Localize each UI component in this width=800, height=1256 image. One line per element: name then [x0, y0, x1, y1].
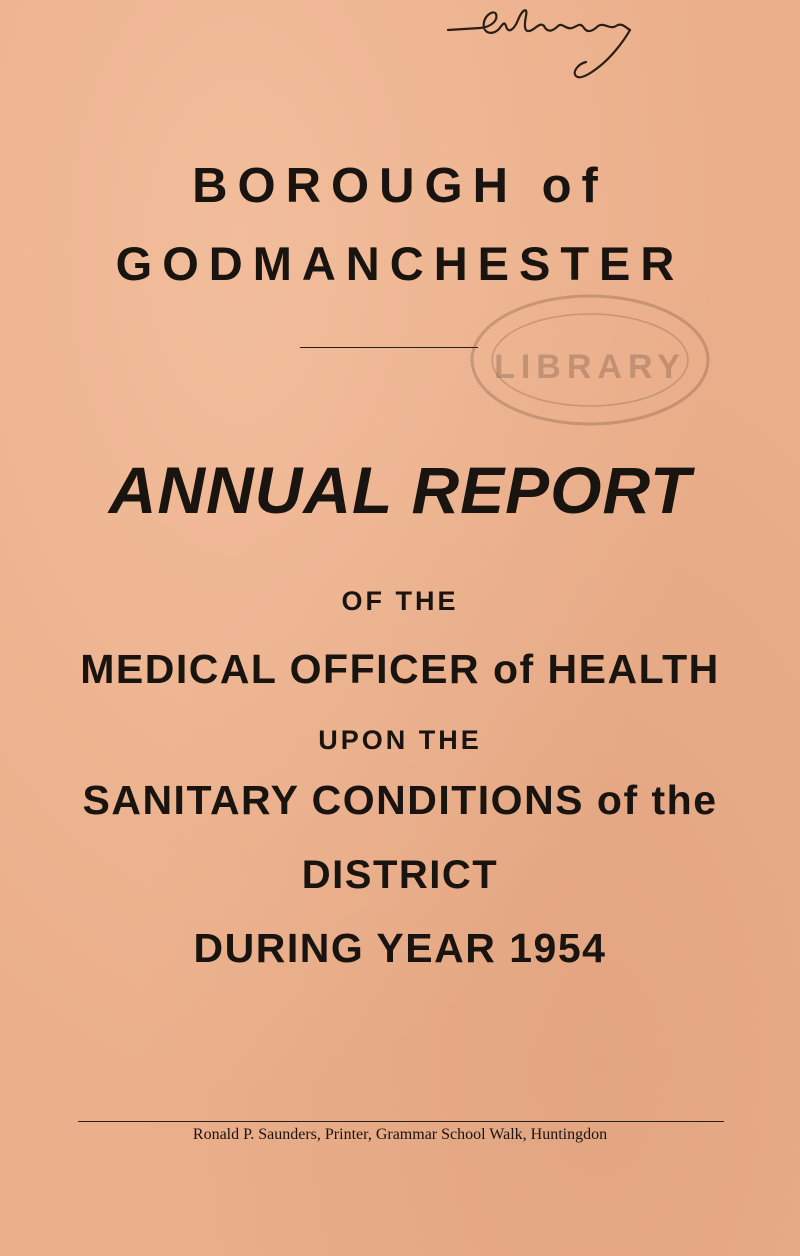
footer-divider	[78, 1121, 724, 1122]
report-title: ANNUAL REPORT	[108, 453, 692, 527]
year-text: DURING YEAR 1954	[193, 925, 607, 971]
borough-name: GODMANCHESTER	[115, 237, 685, 290]
printer-imprint: Ronald P. Saunders, Printer, Grammar School Walk, Huntingdon	[192, 1126, 608, 1143]
stamp-text: LIBRARY	[494, 348, 686, 386]
borough-heading: BOROUGH of	[192, 159, 608, 213]
of-the-text: OF THE	[341, 586, 459, 616]
handwritten-library-annotation	[440, 0, 640, 85]
district-text: DISTRICT	[301, 853, 499, 897]
upon-the-text: UPON THE	[318, 725, 482, 755]
sanitary-conditions-text: SANITARY CONDITIONS of the	[82, 777, 718, 823]
officer-title: MEDICAL OFFICER of HEALTH	[80, 646, 720, 692]
library-stamp	[440, 280, 730, 450]
